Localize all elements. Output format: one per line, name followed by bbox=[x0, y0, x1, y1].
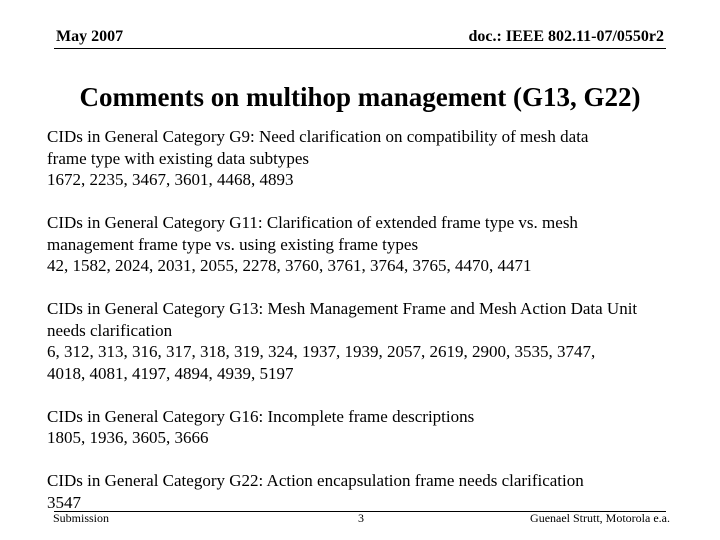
header-doc-id: doc.: IEEE 802.11-07/0550r2 bbox=[468, 28, 664, 45]
header-divider bbox=[54, 48, 666, 49]
cid-group-g16 bbox=[47, 406, 687, 449]
cid-line: CIDs in General Category G22: Action encapsulation frame needs clarification bbox=[47, 471, 584, 490]
cid-line: CIDs in General Category G9: Need clarification on compatibility of mesh data bbox=[47, 127, 589, 146]
cid-line: needs clarification bbox=[47, 320, 173, 340]
slide-body bbox=[47, 126, 687, 535]
cid-list: 1805, 1936, 3605, 3666 bbox=[47, 428, 209, 447]
cid-line: CIDs in General Category G16: Incomplete frame descriptions bbox=[47, 406, 475, 426]
cid-list: 42, 1582, 2024, 2031, 2055, 2278, 3760, 3761, 3764, 3765, 4470, 4471 bbox=[47, 256, 532, 275]
cid-line: management frame type vs. using existing frame types bbox=[47, 234, 419, 254]
footer-page-number: 3 bbox=[358, 511, 364, 525]
cid-group-g13 bbox=[47, 298, 687, 384]
cid-group-g9 bbox=[47, 126, 687, 191]
slide-title: Comments on multihop management (G13, G22) bbox=[79, 82, 641, 112]
cid-line: CIDs in General Category G13: Mesh Management Frame and Mesh Action Data Unit bbox=[47, 299, 638, 318]
cid-group-g22 bbox=[47, 470, 687, 513]
footer-author: Guenael Strutt, Motorola e.a. bbox=[530, 511, 670, 525]
cid-line: CIDs in General Category G11: Clarification of extended frame type vs. mesh bbox=[47, 213, 578, 232]
cid-group-g11 bbox=[47, 212, 687, 277]
cid-line: frame type with existing data subtypes bbox=[47, 148, 310, 168]
cid-list: 3547 bbox=[47, 492, 81, 512]
header-date: May 2007 bbox=[56, 28, 124, 45]
cid-list: 6, 312, 313, 316, 317, 318, 319, 324, 1937, 1939, 2057, 2619, 2900, 3535, 3747, bbox=[47, 342, 596, 361]
cid-list: 1672, 2235, 3467, 3601, 4468, 4893 bbox=[47, 170, 294, 189]
footer-submission: Submission bbox=[53, 511, 110, 525]
cid-list: 4018, 4081, 4197, 4894, 4939, 5197 bbox=[47, 363, 294, 383]
